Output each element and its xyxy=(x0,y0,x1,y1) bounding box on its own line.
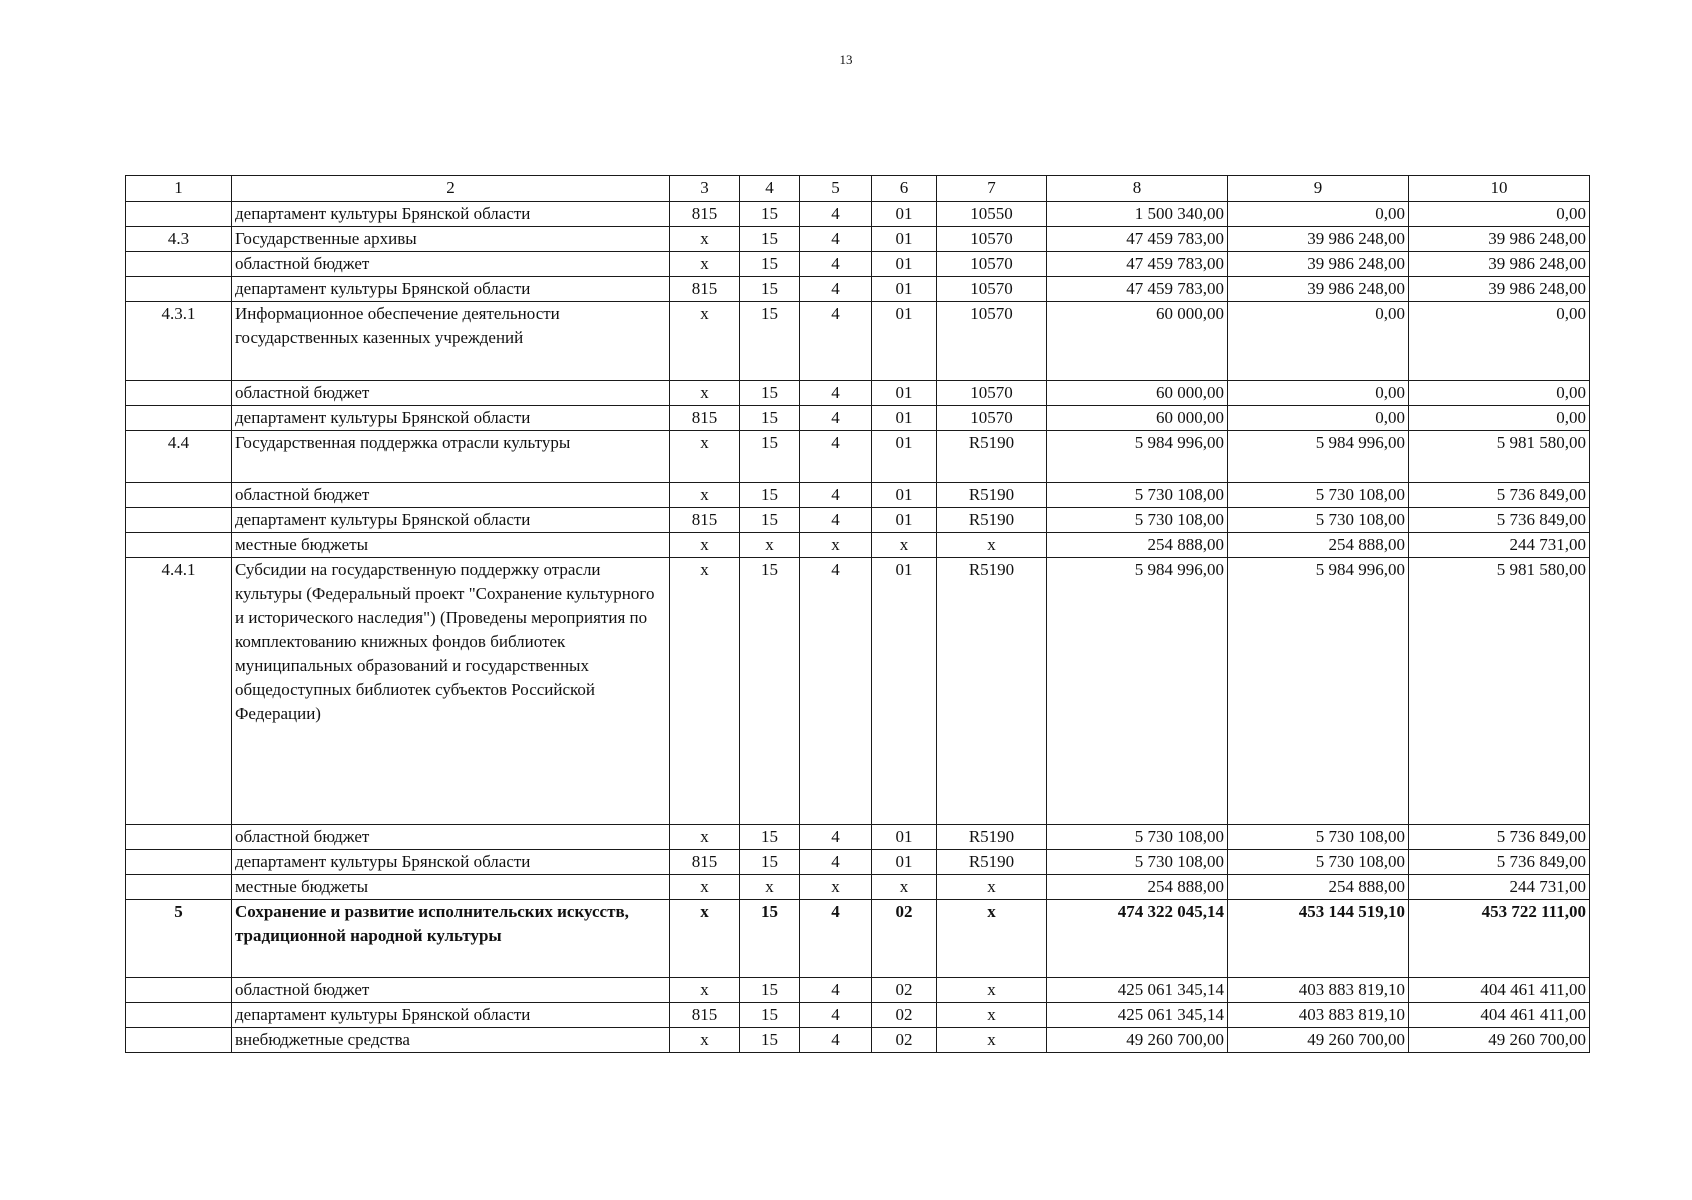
amount-col9: 5 984 996,00 xyxy=(1228,431,1409,483)
amount-col10: 453 722 111,00 xyxy=(1409,900,1590,978)
item-number xyxy=(126,533,232,558)
amount-col8: 425 061 345,14 xyxy=(1047,1003,1228,1028)
amount-col8: 254 888,00 xyxy=(1047,533,1228,558)
table-body xyxy=(126,176,1590,1053)
amount-col10: 5 981 580,00 xyxy=(1409,558,1590,825)
code-col3: х xyxy=(670,1028,740,1053)
item-number: 4.4.1 xyxy=(126,558,232,825)
code-col5: 4 xyxy=(800,850,872,875)
code-col5: 4 xyxy=(800,202,872,227)
amount-col8: 5 730 108,00 xyxy=(1047,850,1228,875)
amount-col8: 60 000,00 xyxy=(1047,381,1228,406)
code-col3: х xyxy=(670,431,740,483)
amount-col10: 5 736 849,00 xyxy=(1409,825,1590,850)
code-col5: 4 xyxy=(800,227,872,252)
code-col4: 15 xyxy=(740,381,800,406)
code-col7: х xyxy=(937,875,1047,900)
column-header: 9 xyxy=(1228,176,1409,202)
item-number: 4.3.1 xyxy=(126,302,232,381)
amount-col8: 425 061 345,14 xyxy=(1047,978,1228,1003)
code-col4: 15 xyxy=(740,431,800,483)
code-col7: R5190 xyxy=(937,483,1047,508)
amount-col9: 453 144 519,10 xyxy=(1228,900,1409,978)
code-col5: 4 xyxy=(800,277,872,302)
amount-col9: 0,00 xyxy=(1228,202,1409,227)
item-number: 4.4 xyxy=(126,431,232,483)
item-number xyxy=(126,483,232,508)
code-col4: 15 xyxy=(740,1028,800,1053)
item-name: департамент культуры Брянской области xyxy=(232,406,670,431)
code-col4: 15 xyxy=(740,252,800,277)
code-col5: 4 xyxy=(800,558,872,825)
table-row xyxy=(126,850,1590,875)
amount-col8: 49 260 700,00 xyxy=(1047,1028,1228,1053)
item-number xyxy=(126,406,232,431)
amount-col9: 5 730 108,00 xyxy=(1228,508,1409,533)
code-col5: 4 xyxy=(800,825,872,850)
code-col7: 10570 xyxy=(937,381,1047,406)
code-col6: 02 xyxy=(872,1003,937,1028)
code-col5: х xyxy=(800,875,872,900)
amount-col10: 5 736 849,00 xyxy=(1409,850,1590,875)
code-col6: х xyxy=(872,533,937,558)
code-col4: 15 xyxy=(740,850,800,875)
table-row xyxy=(126,875,1590,900)
column-header: 8 xyxy=(1047,176,1228,202)
code-col7: R5190 xyxy=(937,850,1047,875)
code-col5: 4 xyxy=(800,1028,872,1053)
code-col6: 01 xyxy=(872,483,937,508)
code-col6: 01 xyxy=(872,850,937,875)
item-number xyxy=(126,1003,232,1028)
table-row xyxy=(126,406,1590,431)
column-header: 2 xyxy=(232,176,670,202)
code-col3: х xyxy=(670,381,740,406)
code-col4: х xyxy=(740,533,800,558)
table-row xyxy=(126,431,1590,483)
code-col6: х xyxy=(872,875,937,900)
item-name: местные бюджеты xyxy=(232,875,670,900)
amount-col10: 0,00 xyxy=(1409,406,1590,431)
code-col7: R5190 xyxy=(937,558,1047,825)
code-col6: 01 xyxy=(872,252,937,277)
code-col7: 10570 xyxy=(937,302,1047,381)
amount-col8: 5 730 108,00 xyxy=(1047,825,1228,850)
code-col7: х xyxy=(937,533,1047,558)
table-row xyxy=(126,252,1590,277)
amount-col8: 47 459 783,00 xyxy=(1047,252,1228,277)
item-number xyxy=(126,1028,232,1053)
amount-col9: 5 730 108,00 xyxy=(1228,483,1409,508)
code-col3: х xyxy=(670,252,740,277)
code-col3: х xyxy=(670,558,740,825)
code-col3: 815 xyxy=(670,850,740,875)
code-col5: 4 xyxy=(800,978,872,1003)
item-name: областной бюджет xyxy=(232,252,670,277)
column-header: 7 xyxy=(937,176,1047,202)
code-col6: 01 xyxy=(872,558,937,825)
amount-col8: 5 984 996,00 xyxy=(1047,431,1228,483)
code-col3: х xyxy=(670,533,740,558)
table-row xyxy=(126,483,1590,508)
amount-col10: 0,00 xyxy=(1409,381,1590,406)
code-col4: 15 xyxy=(740,558,800,825)
code-col4: 15 xyxy=(740,1003,800,1028)
item-number xyxy=(126,508,232,533)
table-row xyxy=(126,302,1590,381)
amount-col9: 39 986 248,00 xyxy=(1228,277,1409,302)
amount-col9: 0,00 xyxy=(1228,381,1409,406)
amount-col10: 404 461 411,00 xyxy=(1409,1003,1590,1028)
column-numbers-row xyxy=(126,176,1590,202)
item-number xyxy=(126,850,232,875)
table-row xyxy=(126,277,1590,302)
amount-col8: 5 984 996,00 xyxy=(1047,558,1228,825)
page-number: 13 xyxy=(839,52,853,67)
amount-col8: 5 730 108,00 xyxy=(1047,483,1228,508)
code-col5: 4 xyxy=(800,431,872,483)
amount-col8: 1 500 340,00 xyxy=(1047,202,1228,227)
code-col7: R5190 xyxy=(937,508,1047,533)
table-row xyxy=(126,533,1590,558)
amount-col8: 5 730 108,00 xyxy=(1047,508,1228,533)
item-number: 4.3 xyxy=(126,227,232,252)
code-col3: 815 xyxy=(670,508,740,533)
table-row xyxy=(126,558,1590,825)
code-col4: 15 xyxy=(740,302,800,381)
item-name: областной бюджет xyxy=(232,381,670,406)
code-col4: 15 xyxy=(740,508,800,533)
table-row xyxy=(126,978,1590,1003)
code-col4: 15 xyxy=(740,483,800,508)
code-col3: 815 xyxy=(670,277,740,302)
code-col4: 15 xyxy=(740,978,800,1003)
amount-col8: 60 000,00 xyxy=(1047,302,1228,381)
code-col4: 15 xyxy=(740,227,800,252)
amount-col9: 0,00 xyxy=(1228,406,1409,431)
item-number xyxy=(126,825,232,850)
code-col5: 4 xyxy=(800,508,872,533)
amount-col9: 39 986 248,00 xyxy=(1228,252,1409,277)
amount-col8: 60 000,00 xyxy=(1047,406,1228,431)
code-col6: 01 xyxy=(872,431,937,483)
amount-col9: 403 883 819,10 xyxy=(1228,978,1409,1003)
item-number xyxy=(126,252,232,277)
code-col4: 15 xyxy=(740,900,800,978)
column-header: 10 xyxy=(1409,176,1590,202)
code-col4: 15 xyxy=(740,202,800,227)
item-number: 5 xyxy=(126,900,232,978)
amount-col9: 0,00 xyxy=(1228,302,1409,381)
table-row xyxy=(126,227,1590,252)
code-col5: 4 xyxy=(800,483,872,508)
code-col5: 4 xyxy=(800,252,872,277)
code-col6: 01 xyxy=(872,381,937,406)
code-col7: R5190 xyxy=(937,431,1047,483)
code-col3: 815 xyxy=(670,202,740,227)
code-col3: 815 xyxy=(670,406,740,431)
code-col7: 10570 xyxy=(937,277,1047,302)
code-col4: х xyxy=(740,875,800,900)
item-number xyxy=(126,978,232,1003)
code-col5: 4 xyxy=(800,900,872,978)
amount-col9: 403 883 819,10 xyxy=(1228,1003,1409,1028)
amount-col10: 5 981 580,00 xyxy=(1409,431,1590,483)
amount-col9: 254 888,00 xyxy=(1228,533,1409,558)
code-col5: 4 xyxy=(800,302,872,381)
amount-col10: 39 986 248,00 xyxy=(1409,252,1590,277)
code-col6: 02 xyxy=(872,978,937,1003)
amount-col9: 5 730 108,00 xyxy=(1228,825,1409,850)
code-col7: х xyxy=(937,900,1047,978)
code-col4: 15 xyxy=(740,825,800,850)
code-col5: х xyxy=(800,533,872,558)
code-col6: 01 xyxy=(872,825,937,850)
item-name: департамент культуры Брянской области xyxy=(232,202,670,227)
code-col7: х xyxy=(937,1003,1047,1028)
code-col3: 815 xyxy=(670,1003,740,1028)
amount-col10: 5 736 849,00 xyxy=(1409,508,1590,533)
code-col6: 02 xyxy=(872,1028,937,1053)
item-number xyxy=(126,277,232,302)
item-name: областной бюджет xyxy=(232,978,670,1003)
amount-col8: 254 888,00 xyxy=(1047,875,1228,900)
code-col6: 01 xyxy=(872,227,937,252)
code-col4: 15 xyxy=(740,406,800,431)
code-col3: х xyxy=(670,302,740,381)
item-name: Сохранение и развитие исполнительских искусств, традиционной народной культуры xyxy=(232,900,670,978)
amount-col10: 244 731,00 xyxy=(1409,533,1590,558)
amount-col10: 39 986 248,00 xyxy=(1409,227,1590,252)
table-row xyxy=(126,381,1590,406)
code-col3: х xyxy=(670,900,740,978)
code-col3: х xyxy=(670,227,740,252)
code-col5: 4 xyxy=(800,381,872,406)
amount-col9: 5 730 108,00 xyxy=(1228,850,1409,875)
column-header: 3 xyxy=(670,176,740,202)
code-col4: 15 xyxy=(740,277,800,302)
amount-col10: 39 986 248,00 xyxy=(1409,277,1590,302)
column-header: 1 xyxy=(126,176,232,202)
amount-col8: 47 459 783,00 xyxy=(1047,277,1228,302)
code-col6: 02 xyxy=(872,900,937,978)
amount-col8: 47 459 783,00 xyxy=(1047,227,1228,252)
item-name: департамент культуры Брянской области xyxy=(232,277,670,302)
code-col5: 4 xyxy=(800,406,872,431)
amount-col9: 5 984 996,00 xyxy=(1228,558,1409,825)
code-col7: 10550 xyxy=(937,202,1047,227)
table-row xyxy=(126,1003,1590,1028)
code-col3: х xyxy=(670,483,740,508)
item-name: Информационное обеспечение деятельности государственных казенных учреждений xyxy=(232,302,670,381)
code-col7: 10570 xyxy=(937,227,1047,252)
code-col6: 01 xyxy=(872,202,937,227)
code-col7: х xyxy=(937,1028,1047,1053)
item-number xyxy=(126,381,232,406)
code-col7: 10570 xyxy=(937,252,1047,277)
item-name: департамент культуры Брянской области xyxy=(232,1003,670,1028)
code-col5: 4 xyxy=(800,1003,872,1028)
table-row xyxy=(126,1028,1590,1053)
item-number xyxy=(126,875,232,900)
amount-col10: 49 260 700,00 xyxy=(1409,1028,1590,1053)
item-name: областной бюджет xyxy=(232,825,670,850)
item-name: внебюджетные средства xyxy=(232,1028,670,1053)
amount-col10: 404 461 411,00 xyxy=(1409,978,1590,1003)
item-name: департамент культуры Брянской области xyxy=(232,508,670,533)
code-col6: 01 xyxy=(872,302,937,381)
code-col6: 01 xyxy=(872,277,937,302)
item-name: департамент культуры Брянской области xyxy=(232,850,670,875)
amount-col8: 474 322 045,14 xyxy=(1047,900,1228,978)
budget-table xyxy=(125,175,1590,1053)
item-name: Государственная поддержка отрасли культуры xyxy=(232,431,670,483)
column-header: 5 xyxy=(800,176,872,202)
table-row xyxy=(126,900,1590,978)
amount-col10: 0,00 xyxy=(1409,302,1590,381)
code-col3: х xyxy=(670,825,740,850)
code-col3: х xyxy=(670,875,740,900)
item-name: Субсидии на государственную поддержку отрасли культуры (Федеральный проект "Сохранение культурного и исторического наследия") (Проведены мероприятия по комплектованию книжных фондов библиотек муниципальных образований и государственных общедоступных библиотек субъектов Российской Федерации) xyxy=(232,558,670,825)
code-col7: 10570 xyxy=(937,406,1047,431)
column-header: 4 xyxy=(740,176,800,202)
amount-col9: 39 986 248,00 xyxy=(1228,227,1409,252)
code-col6: 01 xyxy=(872,508,937,533)
code-col7: х xyxy=(937,978,1047,1003)
table-row xyxy=(126,202,1590,227)
amount-col9: 49 260 700,00 xyxy=(1228,1028,1409,1053)
amount-col9: 254 888,00 xyxy=(1228,875,1409,900)
code-col6: 01 xyxy=(872,406,937,431)
amount-col10: 244 731,00 xyxy=(1409,875,1590,900)
item-name: Государственные архивы xyxy=(232,227,670,252)
column-header: 6 xyxy=(872,176,937,202)
amount-col10: 0,00 xyxy=(1409,202,1590,227)
item-name: местные бюджеты xyxy=(232,533,670,558)
code-col3: х xyxy=(670,978,740,1003)
item-name: областной бюджет xyxy=(232,483,670,508)
item-number xyxy=(126,202,232,227)
code-col7: R5190 xyxy=(937,825,1047,850)
table-row xyxy=(126,508,1590,533)
table-row xyxy=(126,825,1590,850)
amount-col10: 5 736 849,00 xyxy=(1409,483,1590,508)
